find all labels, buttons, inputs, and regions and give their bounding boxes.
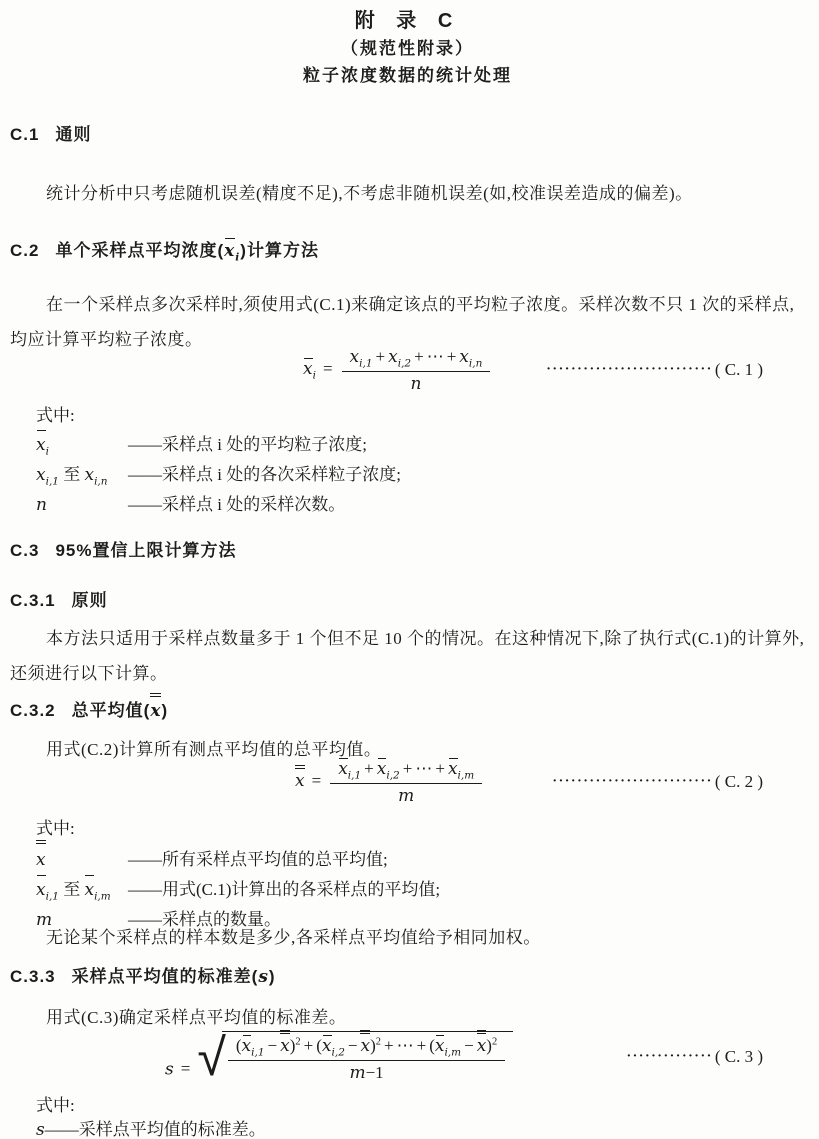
paragraph-c2: 在一个采样点多次采样时,须使用式(C.1)来确定该点的平均粒子浓度。采样次数不只 1 次的采样点,均应计算平均粒子浓度。 [10, 295, 795, 349]
where-label-c3: 式中: [36, 1096, 75, 1115]
xbar-i-symbol: x [224, 241, 236, 261]
xdoublebar-symbol: x [150, 701, 162, 721]
formula-c3-denominator [228, 1061, 505, 1083]
heading-c33-title-prefix: 采样点平均值的标准差( [71, 967, 259, 986]
n-symbol: n [36, 495, 47, 515]
plus-sign: + [435, 758, 445, 778]
formula-c2-label: ( C. 2 ) [714, 772, 763, 791]
xbar-i-subscript: i [235, 251, 241, 264]
plus-sign: + [446, 346, 457, 366]
squared-exponent: 2 [295, 1035, 301, 1047]
appendix-label: 附 录 C [354, 10, 461, 32]
heading-c3-title: 95%置信上限计算方法 [55, 541, 237, 560]
formula-c3-lhs: s [165, 1058, 174, 1079]
minus-sign: − [347, 1035, 358, 1055]
term-subscript: i,m [444, 1045, 462, 1058]
symbol-subscript: i,1 [45, 890, 59, 903]
symbol-subscript: i,m [94, 890, 111, 903]
xbar-symbol: x [36, 431, 46, 460]
where-label-c1: 式中: [36, 406, 75, 425]
definition-text: ——所有采样点平均值的总平均值; [128, 850, 388, 869]
open-paren: ( [429, 1035, 435, 1055]
heading-c31-title: 原则 [71, 591, 108, 610]
term-base: x [447, 758, 458, 779]
appendix-type: （规范性附录） [341, 39, 474, 58]
xdoublebar-symbol: x [476, 1035, 487, 1056]
range-connector: 至 [58, 465, 85, 484]
formula-c1-label: ( C. 1 ) [714, 360, 763, 379]
term-subscript: i,2 [397, 356, 412, 369]
definition-symbol [36, 490, 128, 520]
term-base: x [376, 758, 387, 779]
square-root [197, 1027, 513, 1088]
term-subscript: i,n [468, 356, 483, 369]
plus-sign: + [303, 1035, 314, 1055]
term-base: x [338, 758, 348, 779]
formula-c1-numerator [342, 346, 491, 373]
s-symbol: s [36, 1120, 45, 1139]
x-symbol: x [84, 465, 95, 485]
heading-c3 [10, 539, 805, 563]
heading-c32-title-suffix: ) [161, 701, 169, 720]
formula-c3-numerator [228, 1035, 505, 1062]
m-symbol: m [36, 910, 53, 930]
symbol-subscript: i,1 [45, 475, 59, 488]
plus-sign: + [414, 346, 424, 366]
term-subscript: i,1 [347, 768, 362, 781]
definition-text: ——采样点的数量。 [128, 910, 281, 929]
equals-sign: = [311, 770, 322, 790]
definition-text: ——采样点 i 处的各次采样粒子浓度; [128, 465, 401, 484]
definition-row [36, 845, 805, 875]
squared-exponent: 2 [375, 1035, 381, 1047]
definition-list-c1 [36, 430, 805, 520]
formula-c1-fraction [342, 346, 491, 395]
minus-sign: − [464, 1035, 474, 1055]
formula-c2-lhs: x [295, 770, 305, 791]
heading-c1 [10, 123, 805, 147]
close-paren: ) [486, 1035, 492, 1055]
formula-c1-lhs: x [303, 358, 313, 379]
equals-sign: = [180, 1058, 191, 1078]
where-label-c2: 式中: [36, 819, 75, 838]
open-paren: ( [316, 1035, 322, 1055]
term-subscript: i,2 [331, 1045, 345, 1058]
equals-sign: = [322, 358, 333, 378]
heading-c2-title-prefix: 单个采样点平均浓度( [55, 241, 225, 260]
formula-c3-expression [165, 1027, 513, 1088]
term-base: x [459, 346, 469, 367]
dot-leader: ··························· [546, 362, 713, 377]
close-paren: ) [370, 1035, 376, 1055]
heading-c2-title-suffix: )计算方法 [240, 241, 319, 260]
term-base: x [241, 1035, 252, 1056]
squared-exponent: 2 [491, 1035, 498, 1047]
xdoublebar-symbol: x [360, 1035, 371, 1056]
formula-c3 [10, 1027, 763, 1088]
definition-symbol [36, 845, 128, 875]
m-symbol: m [349, 1063, 366, 1084]
definition-text: ——采样点 i 处的采样次数。 [128, 495, 346, 514]
xbar-symbol: x [84, 876, 94, 905]
xdoublebar-symbol: x [36, 846, 46, 875]
formula-c1-denominator: n [410, 374, 422, 395]
formula-c1-lhs-subscript: i [312, 369, 316, 382]
formula-c2-fraction [330, 758, 482, 807]
formula-c3-fraction [228, 1035, 505, 1084]
formula-c1 [10, 344, 763, 396]
heading-c1-title: 通则 [55, 125, 92, 144]
radicand [222, 1031, 513, 1084]
term-subscript: i,1 [359, 356, 373, 369]
heading-c33-number: C.3.3 [10, 967, 56, 986]
heading-c2-number: C.2 [10, 241, 40, 260]
formula-c2 [10, 756, 763, 808]
plus-sign: + [364, 758, 374, 778]
paragraph-c31: 本方法只适用于采样点数量多于 1 个但不足 10 个的情况。在这种情况下,除了执行式(C.1)的计算外,还须进行以下计算。 [10, 629, 805, 683]
paragraph-c1: 统计分析中只考虑随机误差(精度不足),不考虑非随机误差(如,校准误差造成的偏差)。 [46, 184, 693, 203]
definition-row [36, 490, 805, 520]
symbol-subscript: i [45, 445, 49, 458]
minus-sign: − [267, 1035, 278, 1055]
term-base: x [321, 1035, 332, 1056]
term-base: x [349, 346, 360, 367]
s-symbol: s [258, 967, 269, 987]
heading-c2 [10, 239, 805, 263]
ellipsis: ⋯ [426, 346, 444, 366]
x-symbol: x [36, 465, 46, 485]
definition-row [36, 460, 805, 490]
ellipsis: ⋯ [415, 758, 433, 778]
close-paren: ) [289, 1035, 296, 1055]
dot-leader: ·························· [552, 774, 713, 789]
paragraph-c32: 用式(C.2)计算所有测点平均值的总平均值。 [46, 740, 382, 759]
term-base: x [388, 346, 398, 367]
term-subscript: i,2 [386, 768, 400, 781]
plus-sign: + [416, 1035, 427, 1055]
heading-c33 [10, 965, 805, 989]
xdoublebar-symbol: x [280, 1035, 290, 1056]
paragraph-c2-note: 无论某个采样点的样本数是多少,各采样点平均值给予相同加权。 [46, 928, 541, 947]
ellipsis: ⋯ [396, 1035, 414, 1055]
heading-c32-number: C.3.2 [10, 701, 56, 720]
formula-c2-numerator [330, 758, 482, 785]
heading-c32 [10, 699, 805, 723]
denominator-rest: −1 [365, 1063, 384, 1083]
paragraph-c33: 用式(C.3)确定采样点平均值的标准差。 [46, 1008, 347, 1027]
definition-text: ——采样点平均值的标准差。 [44, 1120, 266, 1139]
heading-c32-title-prefix: 总平均值( [71, 701, 151, 720]
symbol-subscript: i,n [94, 475, 108, 488]
definition-row [36, 875, 805, 905]
appendix-title: 粒子浓度数据的统计处理 [303, 66, 512, 85]
definition-symbol [36, 460, 128, 490]
formula-c2-expression [295, 758, 484, 807]
definition-text: ——用式(C.1)计算出的各采样点的平均值; [128, 880, 441, 899]
term-base: x [434, 1035, 445, 1056]
term-subscript: i,m [457, 768, 475, 781]
formula-c3-label: ( C. 3 ) [714, 1047, 763, 1066]
definition-row [36, 1115, 805, 1139]
heading-c31-number: C.3.1 [10, 591, 56, 610]
heading-c1-number: C.1 [10, 125, 40, 144]
term-subscript: i,1 [251, 1045, 265, 1058]
plus-sign: + [384, 1035, 394, 1055]
radical-sign: √ [197, 1027, 226, 1088]
definition-symbol [36, 875, 128, 905]
xbar-symbol: x [36, 876, 46, 905]
definition-text: ——采样点 i 处的平均粒子浓度; [128, 435, 367, 454]
heading-c3-number: C.3 [10, 541, 40, 560]
definition-row [36, 430, 805, 460]
open-paren: ( [235, 1035, 242, 1055]
dot-leader: ·············· [626, 1049, 713, 1064]
formula-c1-expression [303, 346, 492, 395]
heading-c31 [10, 589, 805, 613]
plus-sign: + [375, 346, 386, 366]
definition-symbol [36, 430, 128, 460]
range-connector: 至 [58, 880, 85, 899]
formula-c2-denominator: m [398, 786, 415, 807]
plus-sign: + [402, 758, 413, 778]
heading-c33-title-suffix: ) [268, 967, 276, 986]
